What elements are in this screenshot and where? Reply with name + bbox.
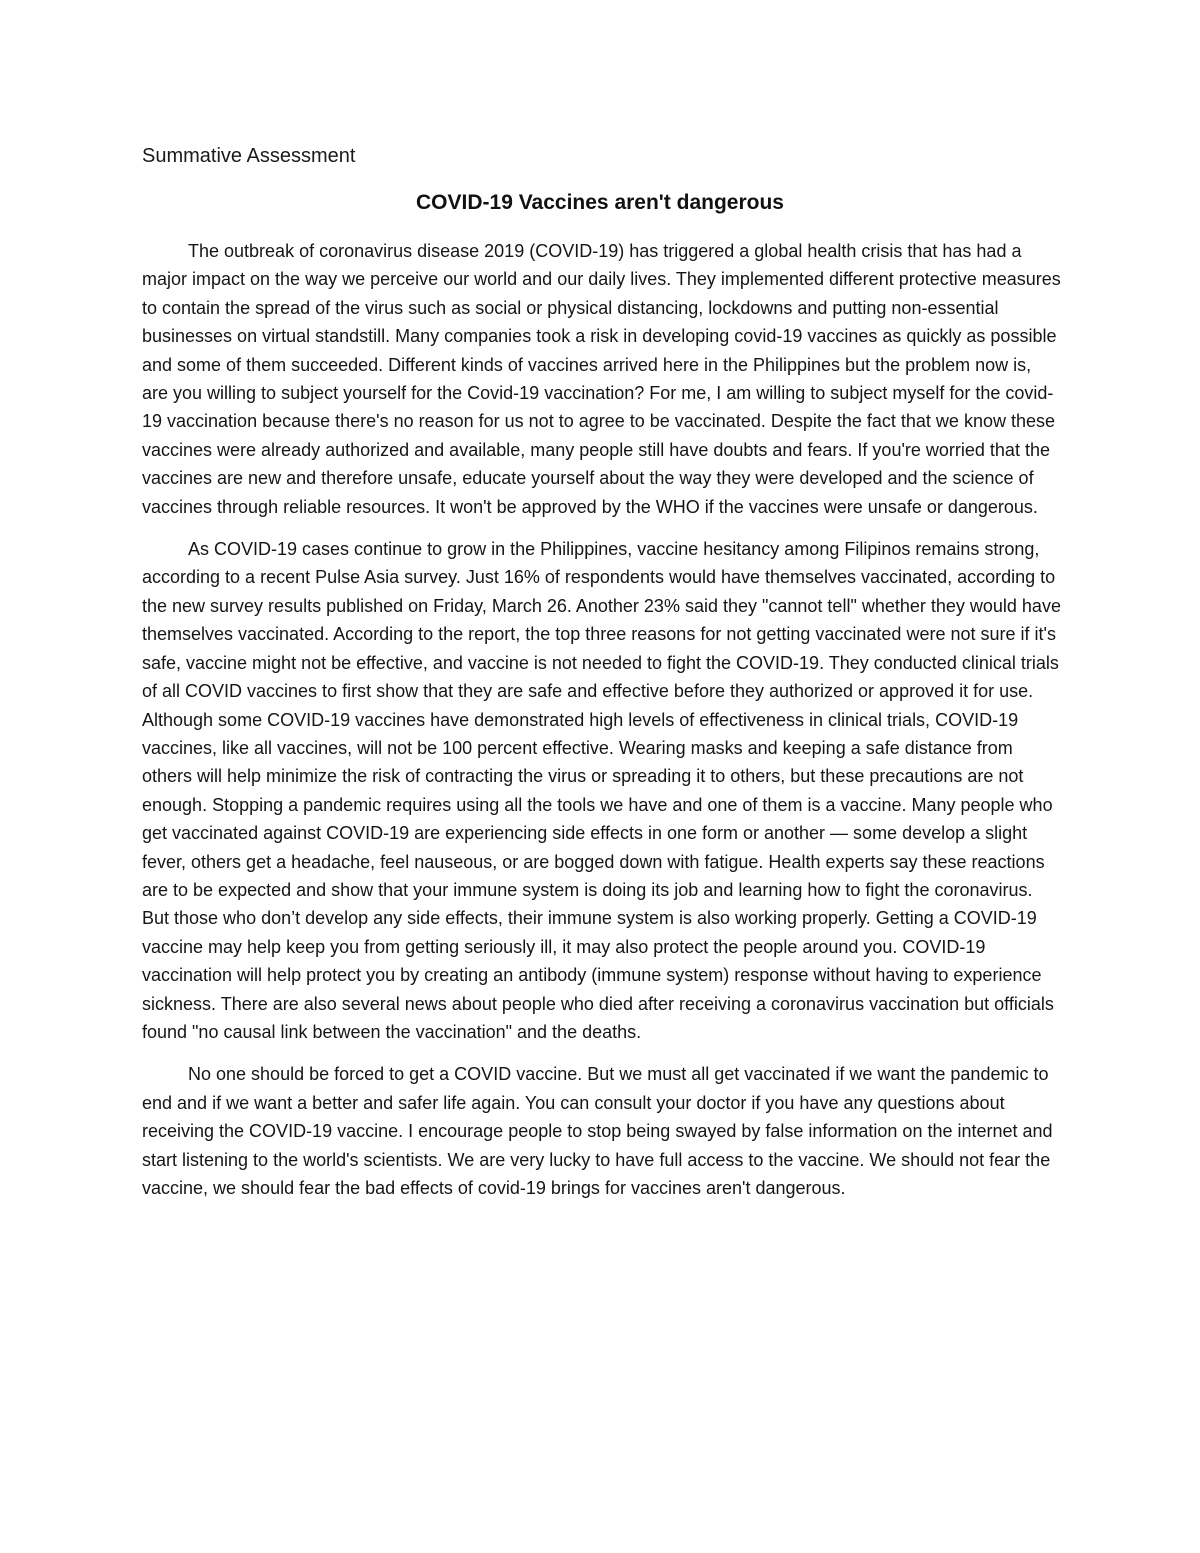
paragraph-3: No one should be forced to get a COVID vaccine. But we must all get vaccinated if we want the pandemic to end and if we want a better and safer life again. You can consult your doctor if you have any questions about receiving the COVID-19 vaccine. I encourage people to stop being swayed by false information on the internet and start listening to the world's scientists. We are very lucky to have full access to the vaccine. We should not fear the vaccine, we should fear the bad effects of covid-19 brings for vaccines aren't dangerous. <box>142 1064 1053 1198</box>
assessment-label: Summative Assessment <box>142 145 356 167</box>
paragraph-2: As COVID-19 cases continue to grow in the Philippines, vaccine hesitancy among Filipinos remains strong, according to a recent Pulse Asia survey. Just 16% of respondents would have themselves vaccinated, according to the new survey results published on Friday, March 26. Another 23% said they "cannot tell" whether they would have themselves vaccinated. According to the report, the top three reasons for not getting vaccinated were not sure if it's safe, vaccine might not be effective, and vaccine is not needed to fight the COVID-19. They conducted clinical trials of all COVID vaccines to first show that they are safe and effective before they authorized or approved it for use. Although some COVID-19 vaccines have demonstrated high levels of effectiveness in clinical trials, COVID-19 vaccines, like all vaccines, will not be 100 percent effective. Wearing masks and keeping a safe distance from others will help minimize the risk of contracting the virus or spreading it to others, but these precautions are not enough. Stopping a pandemic requires using all the tools we have and one of them is a vaccine. Many people who get vaccinated against COVID-19 are experiencing side effects in one form or another — some develop a slight fever, others get a headache, feel nauseous, or are bogged down with fatigue. Health experts say these reactions are to be expected and show that your immune system is doing its job and learning how to fight the coronavirus. But those who don’t develop any side effects, their immune system is also working properly. Getting a COVID-19 vaccine may help keep you from getting seriously ill, it may also protect the people around you. COVID-19 vaccination will help protect you by creating an antibody (immune system) response without having to experience sickness. There are also several news about people who died after receiving a coronavirus vaccination but officials found "no causal link between the vaccination" and the deaths. <box>142 539 1061 1042</box>
document-title: COVID-19 Vaccines aren't dangerous <box>416 191 784 214</box>
paragraph-1: The outbreak of coronavirus disease 2019 (COVID-19) has triggered a global health crisis that has had a major impact on the way we perceive our world and our daily lives. They implemented different protective measures to contain the spread of the virus such as social or physical distancing, lockdowns and putting non-essential businesses on virtual standstill. Many companies took a risk in developing covid-19 vaccines as quickly as possible and some of them succeeded. Different kinds of vaccines arrived here in the Philippines but the problem now is, are you willing to subject yourself for the Covid-19 vaccination? For me, I am willing to subject myself for the covid-19 vaccination because there's no reason for us not to agree to be vaccinated. Despite the fact that we know these vaccines were already authorized and available, many people still have doubts and fears. If you're worried that the vaccines are new and therefore unsafe, educate yourself about the way they were developed and the science of vaccines through reliable resources. It won't be approved by the WHO if the vaccines were unsafe or dangerous. <box>142 241 1061 517</box>
document-body <box>142 237 1062 1216</box>
